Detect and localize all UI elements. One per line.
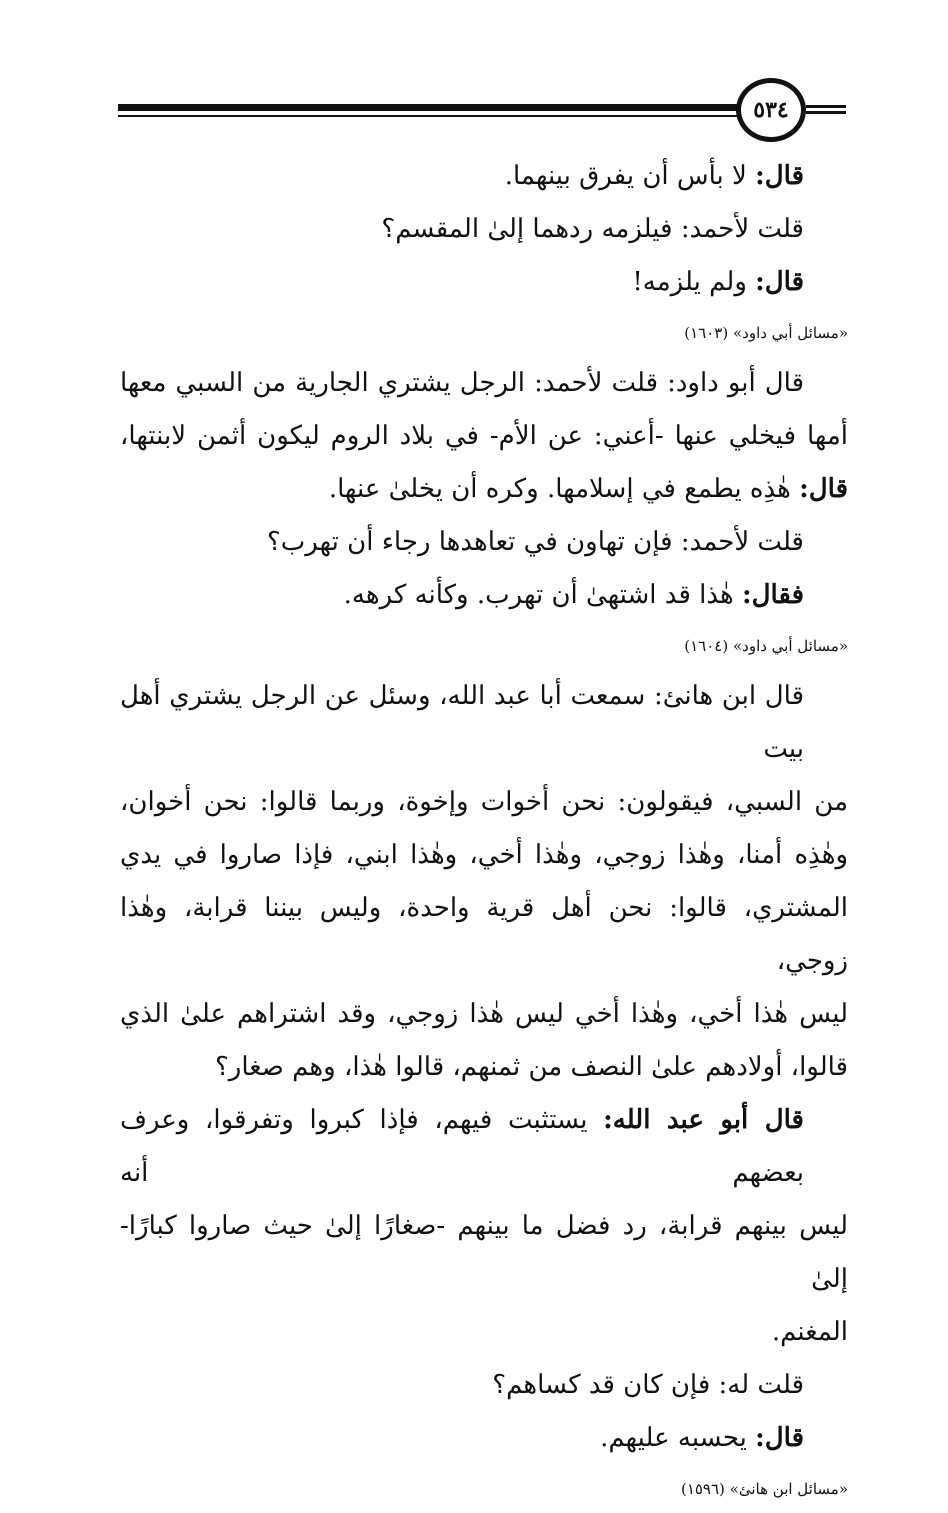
speaker-label: قال أبو عبد الله:: [603, 1105, 804, 1135]
answer-line: [120, 463, 848, 516]
speaker-label: قال:: [755, 1423, 804, 1453]
paragraph-line: وهٰذِه أمنا، وهٰذا زوجي، وهٰذا أخي، وهٰذا ابني، فإذا صاروا في يدي: [120, 840, 848, 870]
paragraph-line: من السبي، فيقولون: نحن أخوات وإخوة، وربما قالوا: نحن أخوان،: [120, 787, 848, 817]
paragraph-line: قال أبو داود: قلت لأحمد: الرجل يشتري الجارية من السبي معها: [120, 368, 804, 398]
speaker-label: فقال:: [742, 580, 804, 610]
source-reference: «مسائل ابن هانئ» (١٥٩٦): [680, 1480, 848, 1498]
question-line: قلت لأحمد: فيلزمه ردهما إلىٰ المقسم؟: [381, 214, 804, 244]
paragraph-line: [120, 1094, 848, 1200]
answer-line: [120, 1412, 848, 1465]
source-reference: «مسائل أبي داود» (١٦٠٤): [684, 637, 848, 655]
question-line: قلت له: فإن كان قد كساهم؟: [492, 1370, 804, 1400]
answer-text: هٰذِه يطمع في إسلامها. وكره أن يخلىٰ عنها.: [328, 474, 800, 504]
paragraph-line: المشتري، قالوا: نحن أهل قرية واحدة، وليس بيننا قرابة، وهٰذا زوجي،: [120, 893, 848, 976]
header-rule-thin: [118, 115, 738, 117]
speaker-label: قال:: [755, 267, 804, 297]
paragraph-line: أمها فيخلي عنها -أعني: عن الأم- في بلاد الروم ليكون أثمن لابنتها،: [120, 421, 848, 451]
answer-text: لا بأس أن يفرق بينهما.: [504, 161, 756, 191]
speaker-label: قال:: [755, 161, 804, 191]
question-line: قلت لأحمد: فإن تهاون في تعاهدها رجاء أن تهرب؟: [267, 527, 804, 557]
answer-line: [120, 569, 848, 622]
page-body: [120, 150, 848, 1513]
paragraph-line: ليس هٰذا أخي، وهٰذا أخي ليس هٰذا زوجي، وقد اشتراهم علىٰ الذي: [120, 999, 848, 1029]
source-reference: «مسائل أبي داود» (١٦٠٣): [684, 324, 848, 342]
answer-text: يحسبه عليهم.: [600, 1423, 756, 1453]
answer-text: هٰذا قد اشتهىٰ أن تهرب. وكأنه كرهه.: [343, 580, 742, 610]
page-number: ٥٣٤: [736, 78, 806, 142]
paragraph-text: يستثبت فيهم، فإذا كبروا وتفرقوا، وعرف بعضهم أنه: [120, 1105, 804, 1188]
header-rule-right-lower: [806, 111, 846, 114]
answer-line: [120, 150, 848, 203]
answer-line: [120, 256, 848, 309]
header-rule: [118, 104, 738, 111]
paragraph-line: قالوا، أولادهم علىٰ النصف من ثمنهم، قالوا هٰذا، وهم صغار؟: [214, 1052, 848, 1082]
paragraph-line: المغنم.: [771, 1317, 848, 1347]
paragraph-line: قال ابن هانئ: سمعت أبا عبد الله، وسئل عن الرجل يشتري أهل بيت: [120, 681, 804, 764]
paragraph-line: ليس بينهم قرابة، رد فضل ما بينهم -صغارًا إلىٰ حيث صاروا كبارًا- إلىٰ: [120, 1211, 848, 1294]
answer-text: ولم يلزمه!: [632, 267, 756, 297]
header-rule-right: [806, 105, 846, 108]
speaker-label: قال:: [799, 474, 848, 504]
